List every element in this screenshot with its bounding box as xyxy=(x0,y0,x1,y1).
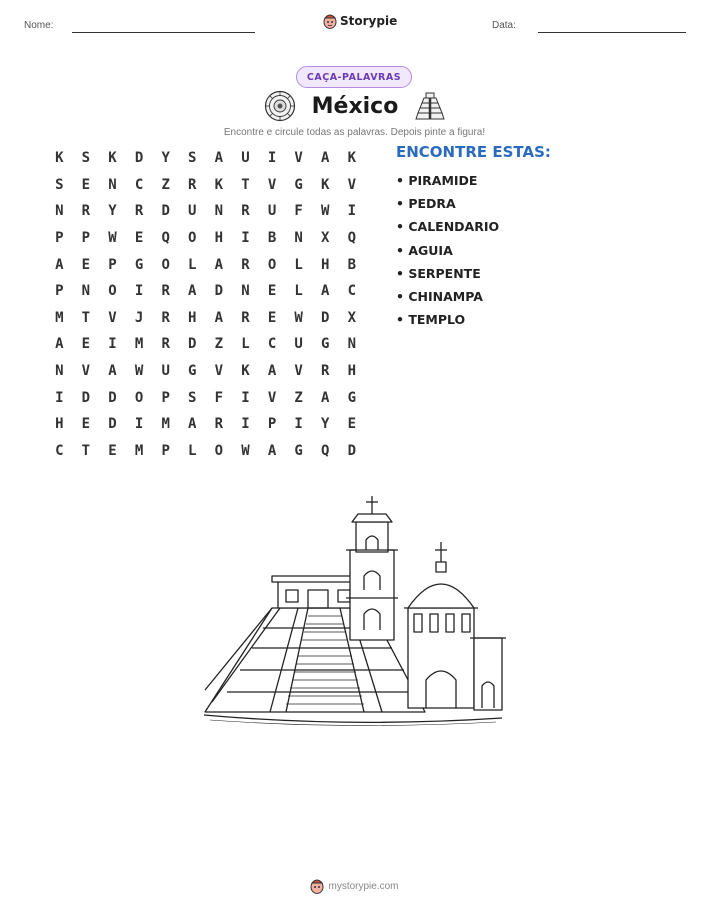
grid-cell[interactable]: R xyxy=(241,309,250,326)
grid-cell[interactable]: D xyxy=(161,203,170,220)
grid-cell[interactable]: N xyxy=(55,363,64,380)
grid-cell[interactable]: B xyxy=(267,230,277,247)
grid-cell[interactable]: N xyxy=(347,336,357,353)
grid-cell[interactable]: H xyxy=(321,256,330,273)
grid-cell[interactable]: P xyxy=(55,230,64,247)
grid-cell[interactable]: A xyxy=(55,336,64,353)
grid-cell[interactable]: K xyxy=(108,150,117,167)
name-line[interactable] xyxy=(72,32,255,33)
grid-cell[interactable]: C xyxy=(134,176,144,193)
grid-cell[interactable]: G xyxy=(188,363,197,380)
grid-cell[interactable]: A xyxy=(267,363,277,380)
instructions: Encontre e circule todas as palavras. Depois pinte a figura! xyxy=(223,127,486,138)
grid-cell[interactable]: S xyxy=(81,150,91,167)
grid-cell[interactable]: M xyxy=(161,416,170,433)
grid-cell[interactable]: S xyxy=(188,150,197,167)
grid-cell[interactable]: S xyxy=(188,389,197,406)
grid-cell[interactable]: P xyxy=(108,256,117,273)
grid-cell[interactable]: W xyxy=(321,203,330,220)
grid-cell[interactable]: I xyxy=(267,150,277,167)
grid-cell[interactable]: N xyxy=(108,176,117,193)
grid-cell[interactable]: I xyxy=(55,389,64,406)
grid-cell[interactable]: A xyxy=(321,283,330,300)
grid-cell[interactable]: D xyxy=(321,309,330,326)
grid-cell[interactable]: A xyxy=(267,442,277,459)
footer-url[interactable]: mystorypie.com xyxy=(328,880,399,892)
grid-cell[interactable]: F xyxy=(214,389,224,406)
grid-cell[interactable]: Z xyxy=(161,176,170,193)
word-list xyxy=(396,169,551,331)
grid-cell[interactable]: A xyxy=(188,416,197,433)
word-item: • SERPENTE xyxy=(396,265,481,281)
grid-cell[interactable]: V xyxy=(294,150,303,167)
word-search-grid[interactable] xyxy=(46,145,365,464)
grid-cell[interactable]: D xyxy=(214,283,224,300)
grid-cell[interactable]: V xyxy=(267,176,277,193)
storypie-mascot-icon xyxy=(310,878,324,894)
grid-cell[interactable]: D xyxy=(347,442,357,459)
grid-cell[interactable]: A xyxy=(321,389,330,406)
grid-cell[interactable]: M xyxy=(134,442,144,459)
date-line[interactable] xyxy=(538,32,686,33)
word-item: • CHINAMPA xyxy=(396,288,483,304)
brand-name: Storypie xyxy=(340,14,398,28)
grid-cell[interactable]: C xyxy=(267,336,277,353)
grid-cell[interactable]: I xyxy=(347,203,357,220)
grid-cell[interactable]: K xyxy=(214,176,224,193)
grid-cell[interactable]: I xyxy=(108,336,117,353)
grid-cell[interactable]: H xyxy=(214,230,224,247)
grid-cell[interactable]: Q xyxy=(321,442,330,459)
activity-badge: CAÇA-PALAVRAS xyxy=(296,66,412,88)
grid-cell[interactable]: T xyxy=(81,309,91,326)
grid-cell[interactable]: U xyxy=(267,203,277,220)
grid-cell[interactable]: R xyxy=(161,283,170,300)
grid-cell[interactable]: L xyxy=(294,256,303,273)
grid-cell[interactable]: P xyxy=(267,416,277,433)
grid-cell[interactable]: E xyxy=(81,336,91,353)
grid-cell[interactable]: R xyxy=(188,176,197,193)
grid-cell[interactable]: M xyxy=(134,336,144,353)
grid-cell[interactable]: W xyxy=(294,309,303,326)
grid-cell[interactable]: L xyxy=(241,336,250,353)
grid-cell[interactable]: C xyxy=(55,442,64,459)
grid-cell[interactable]: O xyxy=(214,442,224,459)
grid-cell[interactable]: D xyxy=(134,150,144,167)
grid-cell[interactable]: R xyxy=(81,203,91,220)
grid-cell[interactable]: E xyxy=(81,256,91,273)
grid-cell[interactable]: I xyxy=(134,416,144,433)
grid-cell[interactable]: X xyxy=(321,230,330,247)
grid-cell[interactable]: D xyxy=(81,389,91,406)
grid-cell[interactable]: H xyxy=(188,309,197,326)
footer xyxy=(0,878,709,894)
grid-cell[interactable]: A xyxy=(321,150,330,167)
grid-cell[interactable]: E xyxy=(267,283,277,300)
grid-cell[interactable]: V xyxy=(294,363,303,380)
brand-logo xyxy=(323,13,397,29)
grid-cell[interactable]: C xyxy=(347,283,357,300)
grid-cell[interactable]: I xyxy=(241,230,250,247)
grid-cell[interactable]: W xyxy=(134,363,144,380)
grid-cell[interactable]: O xyxy=(188,230,197,247)
word-item: • TEMPLO xyxy=(396,312,466,328)
grid-cell[interactable]: V xyxy=(347,176,357,193)
word-item: • PEDRA xyxy=(396,196,456,212)
grid-cell[interactable]: Z xyxy=(214,336,224,353)
grid-cell[interactable]: Y xyxy=(321,416,330,433)
grid-cell[interactable]: E xyxy=(81,416,91,433)
grid-cell[interactable]: O xyxy=(134,389,144,406)
date-label: Data: xyxy=(492,20,516,31)
grid-cell[interactable]: O xyxy=(161,256,170,273)
storypie-mascot-icon xyxy=(323,13,337,29)
grid-cell[interactable]: V xyxy=(267,389,277,406)
grid-cell[interactable]: R xyxy=(241,256,250,273)
grid-cell[interactable]: A xyxy=(214,256,224,273)
grid-cell[interactable]: U xyxy=(161,363,170,380)
grid-cell[interactable]: K xyxy=(241,363,250,380)
grid-cell[interactable]: R xyxy=(161,309,170,326)
grid-cell[interactable]: H xyxy=(55,416,64,433)
grid-cell[interactable]: F xyxy=(294,203,303,220)
page-title: México xyxy=(311,93,399,119)
grid-cell[interactable]: L xyxy=(294,283,303,300)
grid-cell[interactable]: G xyxy=(134,256,144,273)
grid-cell[interactable]: I xyxy=(241,416,250,433)
grid-cell[interactable]: E xyxy=(81,176,91,193)
grid-cell[interactable]: D xyxy=(108,416,117,433)
title-row xyxy=(264,90,446,122)
grid-cell[interactable]: D xyxy=(108,389,117,406)
pyramid-icon xyxy=(414,91,446,121)
grid-cell[interactable]: K xyxy=(55,150,64,167)
grid-cell[interactable]: P xyxy=(55,283,64,300)
grid-cell[interactable]: W xyxy=(108,230,117,247)
grid-cell[interactable]: R xyxy=(241,203,250,220)
grid-cell[interactable]: N xyxy=(214,203,224,220)
grid-cell[interactable]: G xyxy=(294,176,303,193)
grid-cell[interactable]: L xyxy=(188,256,197,273)
grid-cell[interactable]: U xyxy=(241,150,250,167)
grid-cell[interactable]: A xyxy=(55,256,64,273)
grid-cell[interactable]: R xyxy=(134,203,144,220)
grid-cell[interactable]: R xyxy=(214,416,224,433)
grid-cell[interactable]: Z xyxy=(294,389,303,406)
grid-cell[interactable]: N xyxy=(81,283,91,300)
grid-cell[interactable]: A xyxy=(214,309,224,326)
grid-cell[interactable]: N xyxy=(241,283,250,300)
grid-cell[interactable]: B xyxy=(347,256,357,273)
grid-cell[interactable]: U xyxy=(188,203,197,220)
grid-cell[interactable]: S xyxy=(55,176,64,193)
grid-cell[interactable]: Q xyxy=(347,230,357,247)
word-list-title: ENCONTRE ESTAS: xyxy=(396,143,551,161)
grid-cell[interactable]: J xyxy=(134,309,144,326)
word-item: • CALENDARIO xyxy=(396,219,500,235)
grid-cell[interactable]: H xyxy=(347,363,357,380)
grid-cell[interactable]: G xyxy=(347,389,357,406)
grid-cell[interactable]: O xyxy=(108,283,117,300)
grid-cell[interactable]: V xyxy=(214,363,224,380)
grid-cell[interactable]: P xyxy=(81,230,91,247)
aztec-calendar-icon xyxy=(264,90,296,122)
grid-cell[interactable]: Q xyxy=(161,230,170,247)
grid-cell[interactable]: G xyxy=(294,442,303,459)
grid-cell[interactable]: L xyxy=(188,442,197,459)
grid-cell[interactable]: E xyxy=(347,416,357,433)
grid-cell[interactable]: A xyxy=(108,363,117,380)
word-item: • PIRAMIDE xyxy=(396,173,478,188)
grid-cell[interactable]: N xyxy=(55,203,64,220)
grid-cell[interactable]: T xyxy=(81,442,91,459)
name-label: Nome: xyxy=(24,20,54,31)
grid-cell[interactable]: M xyxy=(55,309,64,326)
grid-cell[interactable]: U xyxy=(294,336,303,353)
grid-cell[interactable]: Y xyxy=(108,203,117,220)
grid-cell[interactable]: I xyxy=(134,283,144,300)
grid-cell[interactable]: K xyxy=(321,176,330,193)
grid-cell[interactable]: E xyxy=(134,230,144,247)
grid-cell[interactable]: I xyxy=(294,416,303,433)
grid-cell[interactable]: E xyxy=(108,442,117,459)
grid-cell[interactable]: R xyxy=(161,336,170,353)
grid-cell[interactable]: A xyxy=(188,283,197,300)
grid-cell[interactable]: A xyxy=(214,150,224,167)
grid-cell[interactable]: P xyxy=(161,442,170,459)
grid-cell[interactable]: T xyxy=(241,176,250,193)
grid-cell[interactable]: E xyxy=(267,309,277,326)
grid-cell[interactable]: W xyxy=(241,442,250,459)
grid-cell[interactable]: G xyxy=(321,336,330,353)
word-item: • AGUIA xyxy=(396,242,453,258)
grid-cell[interactable]: N xyxy=(294,230,303,247)
grid-cell[interactable]: R xyxy=(321,363,330,380)
grid-cell[interactable]: I xyxy=(241,389,250,406)
grid-cell[interactable]: P xyxy=(161,389,170,406)
grid-cell[interactable]: K xyxy=(347,150,357,167)
grid-cell[interactable]: V xyxy=(108,309,117,326)
pyramid-and-church-coloring-illustration xyxy=(200,490,510,730)
grid-cell[interactable]: V xyxy=(81,363,91,380)
grid-cell[interactable]: O xyxy=(267,256,277,273)
grid-cell[interactable]: Y xyxy=(161,150,170,167)
word-list-panel xyxy=(396,143,551,331)
grid-cell[interactable]: D xyxy=(188,336,197,353)
grid-cell[interactable]: X xyxy=(347,309,357,326)
